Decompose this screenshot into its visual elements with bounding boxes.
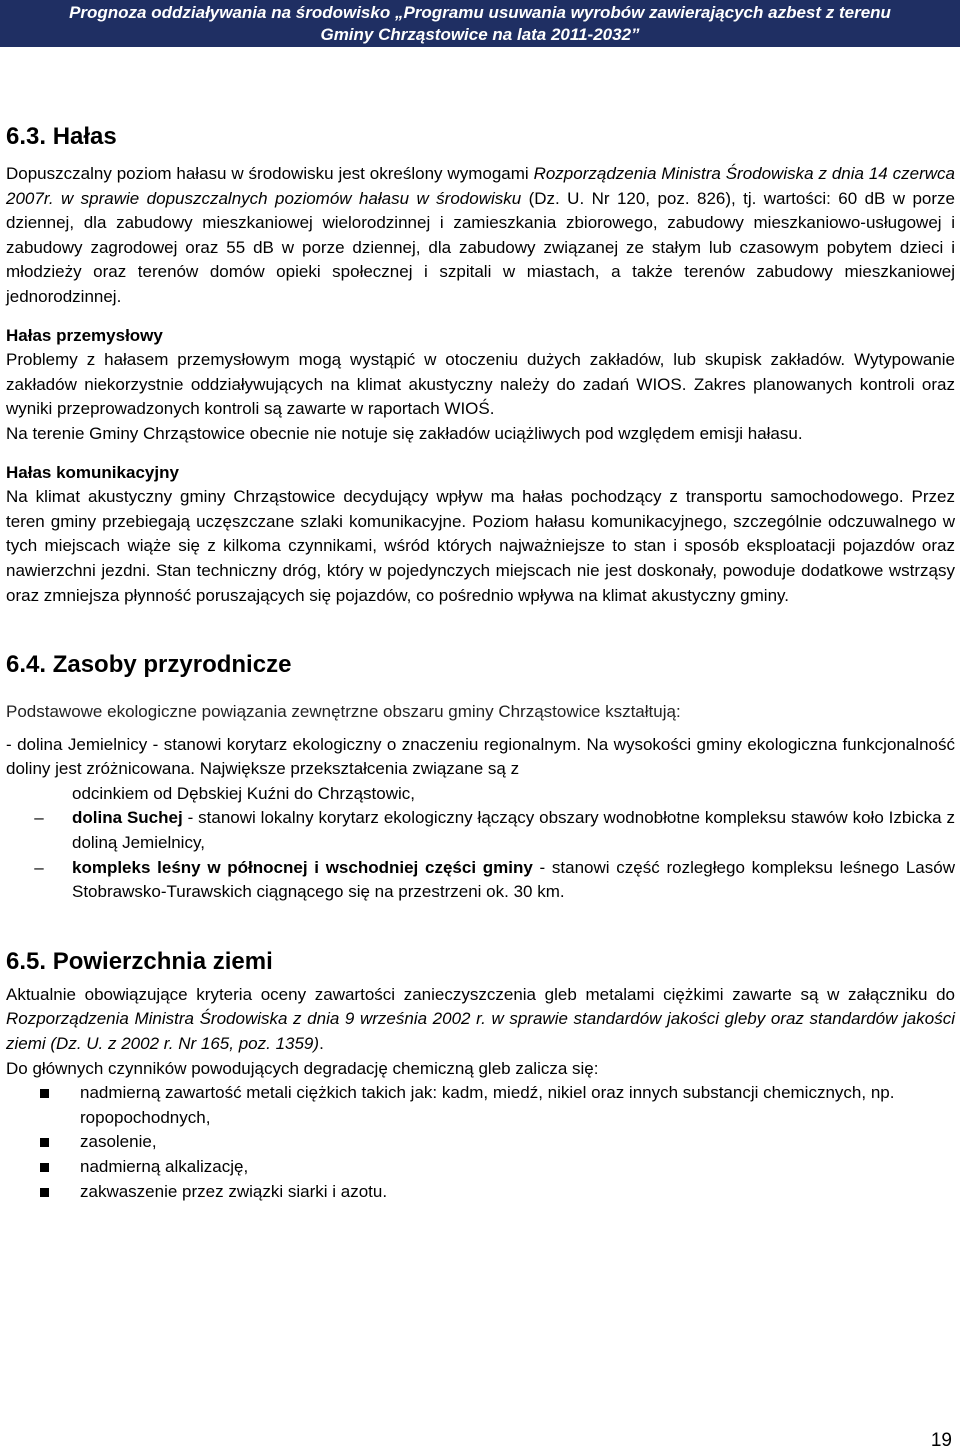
list-item: nadmierną alkalizację, (6, 1155, 955, 1180)
list-item: zasolenie, (6, 1130, 955, 1155)
list-item-sucha-valley: – dolina Suchej - stanowi lokalny korytarz ekologiczny łączący obszary wodnobłotne kompleksu stawów koło Izbicka z doliną Jemielnicy, (6, 806, 955, 855)
square-bullet-icon (40, 1188, 49, 1197)
soil-criteria-paragraph: Aktualnie obowiązujące kryteria oceny zawartości zanieczyszczenia gleb metalami ciężkimi zawarte są w załączniku do Rozporządzenia Ministra Środowiska z dnia 9 września 2002 r. w sprawie standardów jakości gleby oraz standardów jakości ziemi (Dz. U. z 2002 r. Nr 165, poz. 1359). (6, 984, 955, 1054)
regulation-citation: Rozporządzenia Ministra Środowiska z dnia 14 czerwca 2007r. w sprawie dopuszczalnych poziomów hałasu w środowisku (6, 164, 955, 208)
traffic-noise-heading: Hałas komunikacyjny (6, 462, 179, 482)
page-number: 19 (930, 1430, 952, 1451)
industrial-noise-paragraph-1: Problemy z hałasem przemysłowym mogą wystąpić w otoczeniu dużych zakładów, lub skupisk zakładów. Wytypowanie zakładów niekorzystnie oddziaływujących na klimat akustyczny należy do zadań WIOS. Zakres planowanych kontroli oraz wyniki przeprowadzonych kontroli są zawarte w raportach WIOŚ. (6, 350, 955, 419)
list-item-forest-complex: – kompleks leśny w północnej i wschodniej części gminy - stanowi część rozległego kompleksu leśnego Lasów Stobrawsko-Turawskich ciągnącego się na przestrzeni ok. 30 km. (6, 856, 955, 905)
document-body (6, 122, 955, 1204)
soil-degradation-intro: Do głównych czynników powodujących degradację chemiczną gleb zalicza się: (6, 1058, 599, 1078)
industrial-noise-heading: Hałas przemysłowy (6, 325, 163, 345)
section-6-5-title: 6.5. Powierzchnia ziemi (6, 947, 273, 975)
square-bullet-icon (40, 1163, 49, 1172)
page-header (0, 0, 960, 47)
list-item: zakwaszenie przez związki siarki i azotu. (6, 1180, 955, 1205)
ecological-links-intro: Podstawowe ekologiczne powiązania zewnętrzne obszaru gminy Chrząstowice kształtują: (6, 702, 681, 722)
square-bullet-icon (40, 1138, 49, 1147)
noise-intro-paragraph: Dopuszczalny poziom hałasu w środowisku jest określony wymogami Rozporządzenia Ministra Środowiska z dnia 14 czerwca 2007r. w sprawie dopuszczalnych poziomów hałasu w środowisku (Dz. U. Nr 120, poz. 826), tj. wartości: 60 dB w porze dziennej, dla zabudowy mieszkaniowej wielorodzinnej i zamieszkania zbiorowego, zabudowy mieszkaniowo-usługowej i zabudowy zagrodowej oraz 55 dB w porze dziennej, dla zabudowy związanej ze stałym lub czasowym pobytem dzieci i młodzieży oraz terenów domów opieki społecznej i szpitali w miastach, a także terenów zabudowy mieszkaniowej jednorodzinnej. (6, 164, 955, 306)
header-line-2: Gminy Chrząstowice na lata 2011-2032” (320, 25, 640, 44)
section-6-4-title: 6.4. Zasoby przyrodnicze (6, 651, 292, 679)
jemielnica-valley-continuation: odcinkiem od Dębskiej Kuźni do Chrząstowic, (72, 783, 415, 803)
list-item: nadmierną zawartość metali ciężkich takich jak: kadm, miedź, nikiel oraz innych substancji chemicznych, np. ropopochodnych, (6, 1081, 955, 1130)
header-line-1: Prognoza oddziaływania na środowisko „Programu usuwania wyrobów zawierających azbest z terenu (69, 3, 891, 22)
industrial-noise-paragraph-2: Na terenie Gminy Chrząstowice obecnie nie notuje się zakładów uciążliwych pod względem emisji hałasu. (6, 423, 803, 443)
soil-degradation-list (6, 1081, 955, 1204)
dash-marker: – (34, 857, 44, 877)
dash-marker: – (34, 808, 44, 828)
square-bullet-icon (40, 1089, 49, 1098)
jemielnica-valley-paragraph: - dolina Jemielnicy - stanowi korytarz ekologiczny o znaczeniu regionalnym. Na wysokości gminy ekologiczna funkcjonalność doliny jest zróżnicowana. Największe przekształcenia związane są z (6, 734, 955, 779)
traffic-noise-paragraph: Na klimat akustyczny gminy Chrząstowice decydujący wpływ ma hałas pochodzący z transportu samochodowego. Przez teren gminy przebiegają uczęszczane szlaki komunikacyjne. Poziom hałasu komunikacyjnego, szczególnie odczuwalnego w tych miejscach wiąże się z kilkoma czynnikami, wśród których najważniejsze to stan i sposób eksploatacji pojazdów oraz nawierzchni jezdni. Stan techniczny dróg, który w pojedynczych miejscach nie jest doskonały, powoduje dodatkowe wstrząsy oraz zmniejsza płynność poruszających się pojazdów, co pośrednio wpływa na klimat akustyczny gminy. (6, 487, 955, 605)
section-6-3-title: 6.3. Hałas (6, 123, 117, 150)
soil-regulation-citation: Rozporządzenia Ministra Środowiska z dnia 9 września 2002 r. w sprawie standardów jakości gleby oraz standardów jakości ziemi (Dz. U. z 2002 r. Nr 165, poz. 1359) (6, 1009, 955, 1054)
